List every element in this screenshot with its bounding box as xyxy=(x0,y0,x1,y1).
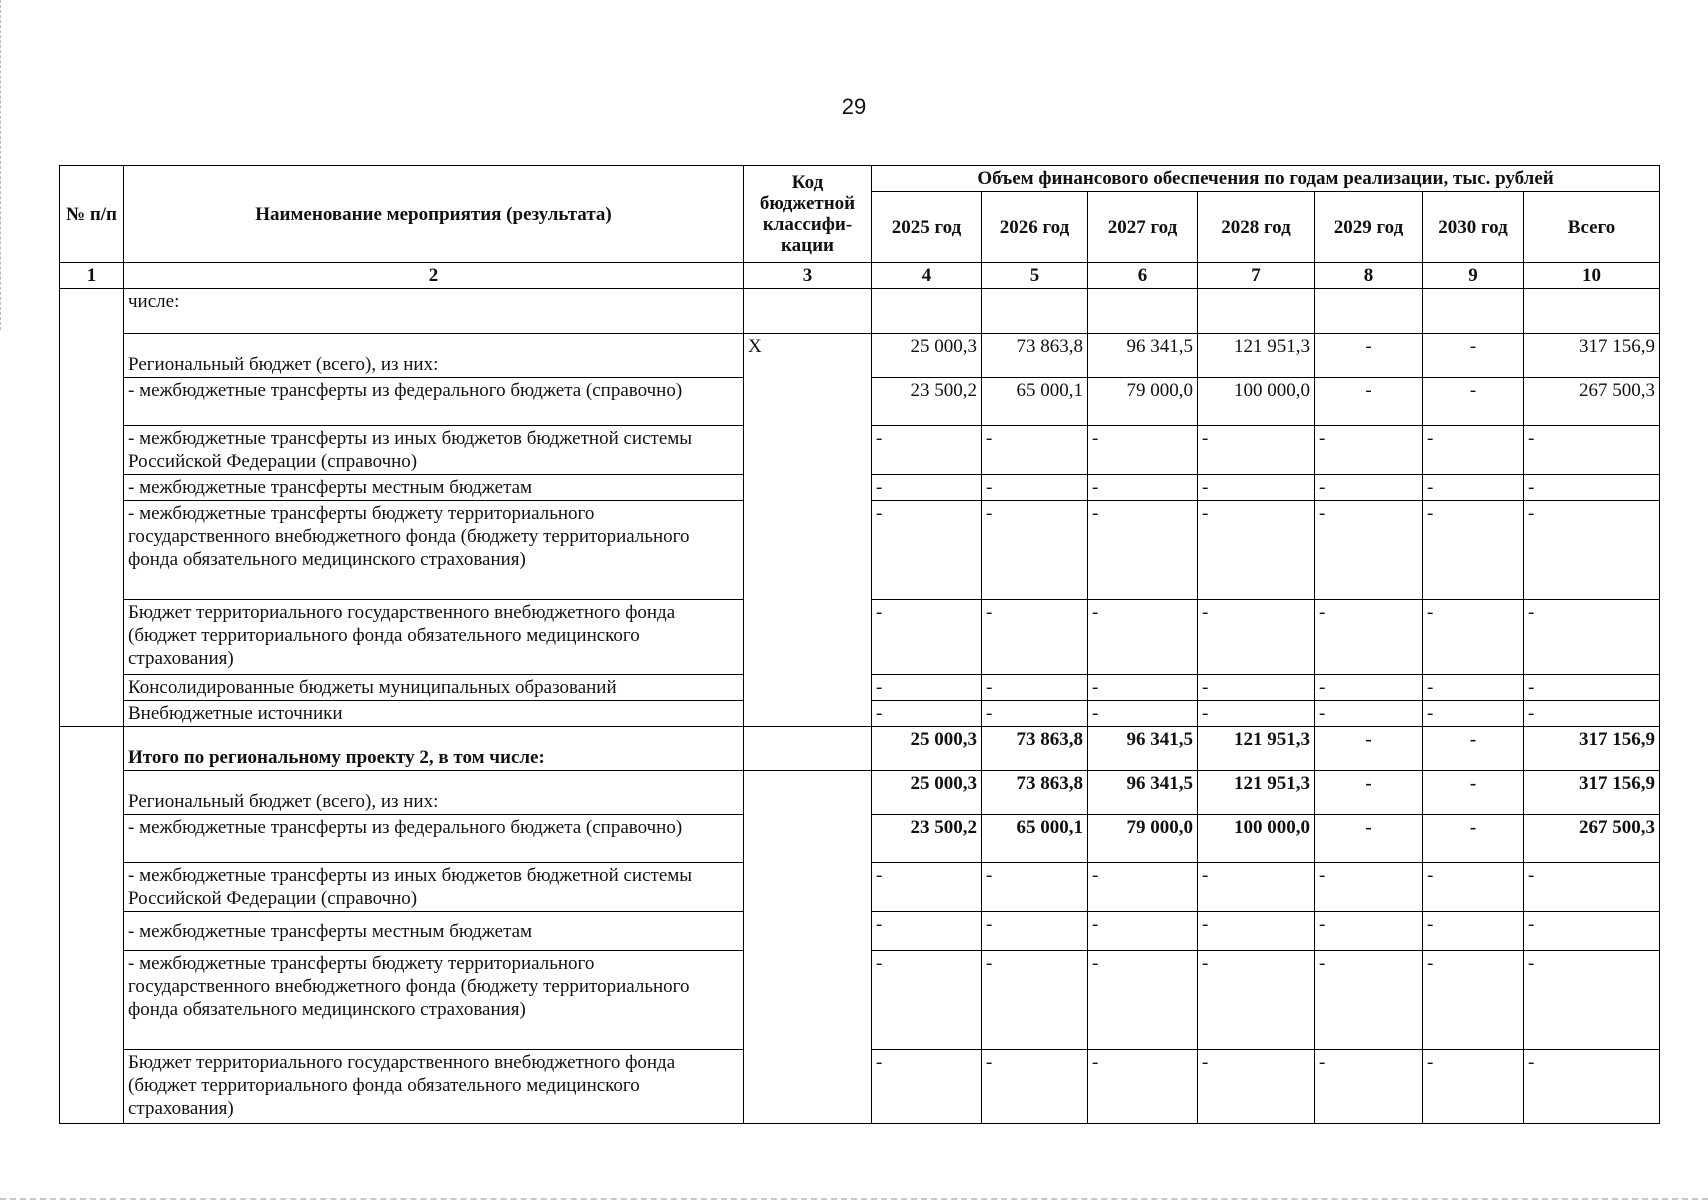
row-value: - xyxy=(982,501,1088,600)
row-value: - xyxy=(1315,701,1423,727)
row-value: - xyxy=(1423,475,1524,501)
row-value: - xyxy=(1315,912,1423,951)
row-value: 73 863,8 xyxy=(982,771,1088,815)
row-name: Консолидированные бюджеты муниципальных образований xyxy=(124,675,744,701)
row-code xyxy=(744,727,872,771)
table-row xyxy=(60,289,1660,334)
row-value: - xyxy=(1315,771,1423,815)
column-number: 9 xyxy=(1423,263,1524,289)
row-value: - xyxy=(1088,701,1198,727)
row-value: - xyxy=(1198,501,1315,600)
column-number: 8 xyxy=(1315,263,1423,289)
table-row xyxy=(60,771,1660,815)
row-name: - межбюджетные трансферты бюджету территориального государственного внебюджетного фонда (бюджету территориального фонда обязательного медицинского страхования) xyxy=(124,501,744,600)
row-value: 317 156,9 xyxy=(1524,334,1660,378)
row-value: - xyxy=(1423,863,1524,912)
row-value: - xyxy=(982,600,1088,675)
row-value: - xyxy=(872,426,982,475)
row-value: 121 951,3 xyxy=(1198,727,1315,771)
row-value: - xyxy=(1315,475,1423,501)
row-value: - xyxy=(982,951,1088,1050)
row-name: - межбюджетные трансферты из иных бюджетов бюджетной системы Российской Федерации (справочно) xyxy=(124,863,744,912)
row-name: Внебюджетные источники xyxy=(124,701,744,727)
row-value: - xyxy=(1524,863,1660,912)
row-value: - xyxy=(1423,600,1524,675)
row-value: - xyxy=(1198,1050,1315,1124)
column-number: 1 xyxy=(60,263,124,289)
row-name: Бюджет территориального государственного внебюджетного фонда (бюджет территориального фонда обязательного медицинского страхования) xyxy=(124,600,744,675)
row-value: 73 863,8 xyxy=(982,334,1088,378)
header-total: Всего xyxy=(1524,192,1660,263)
row-value: 100 000,0 xyxy=(1198,378,1315,426)
row-value: - xyxy=(982,426,1088,475)
row-value: - xyxy=(982,863,1088,912)
row-value xyxy=(1524,289,1660,334)
row-value: - xyxy=(1088,1050,1198,1124)
row-value xyxy=(1088,289,1198,334)
row-value: - xyxy=(872,951,982,1050)
row-value: 317 156,9 xyxy=(1524,727,1660,771)
row-code xyxy=(744,771,872,1124)
row-name: Итого по региональному проекту 2, в том числе: xyxy=(124,727,744,771)
row-value: 25 000,3 xyxy=(872,727,982,771)
row-value: - xyxy=(872,501,982,600)
row-value: - xyxy=(1088,426,1198,475)
row-name: - межбюджетные трансферты местным бюджетам xyxy=(124,475,744,501)
row-value: - xyxy=(872,600,982,675)
row-value: - xyxy=(1423,426,1524,475)
row-value: - xyxy=(1088,912,1198,951)
row-value: 79 000,0 xyxy=(1088,378,1198,426)
row-value: - xyxy=(1315,727,1423,771)
header-number: № п/п xyxy=(60,166,124,263)
row-value: 25 000,3 xyxy=(872,771,982,815)
row-value: - xyxy=(1315,815,1423,863)
row-value: - xyxy=(1315,1050,1423,1124)
table-row xyxy=(60,334,1660,378)
row-value: - xyxy=(1088,675,1198,701)
row-code xyxy=(744,289,872,334)
row-value: - xyxy=(1088,600,1198,675)
column-number: 4 xyxy=(872,263,982,289)
row-value: - xyxy=(872,1050,982,1124)
row-code: Х xyxy=(744,334,872,727)
row-value: - xyxy=(1423,727,1524,771)
row-value: - xyxy=(1423,675,1524,701)
row-name: числе: xyxy=(124,289,744,334)
row-value: - xyxy=(1524,475,1660,501)
row-value: 317 156,9 xyxy=(1524,771,1660,815)
row-value: - xyxy=(1315,675,1423,701)
column-number: 2 xyxy=(124,263,744,289)
row-name: Региональный бюджет (всего), из них: xyxy=(124,771,744,815)
row-value: - xyxy=(872,675,982,701)
header-year-2029: 2029 год xyxy=(1315,192,1423,263)
row-value: - xyxy=(982,701,1088,727)
row-value xyxy=(872,289,982,334)
row-value: - xyxy=(1315,378,1423,426)
page-number: 29 xyxy=(841,94,867,119)
row-value: 267 500,3 xyxy=(1524,815,1660,863)
row-value: 79 000,0 xyxy=(1088,815,1198,863)
row-value: - xyxy=(1315,600,1423,675)
row-number-cell xyxy=(60,289,124,727)
row-name: - межбюджетные трансферты бюджету территориального государственного внебюджетного фонда (бюджету территориального фонда обязательного медицинского страхования) xyxy=(124,951,744,1050)
row-value: - xyxy=(982,1050,1088,1124)
row-name: - межбюджетные трансферты из федерального бюджета (справочно) xyxy=(124,815,744,863)
row-number-cell xyxy=(60,727,124,1124)
row-value: 100 000,0 xyxy=(1198,815,1315,863)
row-value: - xyxy=(1423,815,1524,863)
row-value: - xyxy=(1198,912,1315,951)
row-value: 23 500,2 xyxy=(872,378,982,426)
row-value: - xyxy=(1524,951,1660,1050)
row-value: - xyxy=(1088,501,1198,600)
row-value: - xyxy=(1423,771,1524,815)
column-number: 6 xyxy=(1088,263,1198,289)
row-value: - xyxy=(1524,501,1660,600)
row-value: 96 341,5 xyxy=(1088,334,1198,378)
row-name: Бюджет территориального государственного внебюджетного фонда (бюджет территориального фонда обязательного медицинского страхования) xyxy=(124,1050,744,1124)
header-year-2025: 2025 год xyxy=(872,192,982,263)
row-value: 121 951,3 xyxy=(1198,334,1315,378)
row-value: - xyxy=(1198,675,1315,701)
row-value: - xyxy=(1315,863,1423,912)
row-value: - xyxy=(982,475,1088,501)
column-number: 5 xyxy=(982,263,1088,289)
row-value: - xyxy=(1198,475,1315,501)
row-value: 73 863,8 xyxy=(982,727,1088,771)
row-value: 96 341,5 xyxy=(1088,727,1198,771)
row-value: - xyxy=(1524,701,1660,727)
table-row-total xyxy=(60,727,1660,771)
row-value: - xyxy=(1423,501,1524,600)
row-value: - xyxy=(1088,951,1198,1050)
row-value: - xyxy=(1088,863,1198,912)
header-volume: Объем финансового обеспечения по годам реализации, тыс. рублей xyxy=(872,166,1660,192)
row-value: 23 500,2 xyxy=(872,815,982,863)
header-name: Наименование мероприятия (результата) xyxy=(124,166,744,263)
header-year-2027: 2027 год xyxy=(1088,192,1198,263)
row-value: - xyxy=(1524,426,1660,475)
row-value: - xyxy=(1198,701,1315,727)
column-number: 3 xyxy=(744,263,872,289)
row-value: - xyxy=(1088,475,1198,501)
row-name: - межбюджетные трансферты местным бюджетам xyxy=(124,912,744,951)
row-name: - межбюджетные трансферты из иных бюджетов бюджетной системы Российской Федерации (справочно) xyxy=(124,426,744,475)
row-value: 65 000,1 xyxy=(982,815,1088,863)
row-value: - xyxy=(1423,912,1524,951)
row-value: - xyxy=(1315,951,1423,1050)
row-value: 65 000,1 xyxy=(982,378,1088,426)
row-value: 25 000,3 xyxy=(872,334,982,378)
row-value: - xyxy=(1524,1050,1660,1124)
row-name: - межбюджетные трансферты из федерального бюджета (справочно) xyxy=(124,378,744,426)
row-value xyxy=(982,289,1088,334)
row-value: - xyxy=(1423,951,1524,1050)
column-number: 10 xyxy=(1524,263,1660,289)
header-year-2028: 2028 год xyxy=(1198,192,1315,263)
row-value: - xyxy=(1198,951,1315,1050)
budget-table xyxy=(59,165,1660,1124)
row-value: - xyxy=(872,912,982,951)
row-value: - xyxy=(982,675,1088,701)
row-name: Региональный бюджет (всего), из них: xyxy=(124,334,744,378)
row-value: - xyxy=(982,912,1088,951)
row-value: - xyxy=(1198,863,1315,912)
row-value: 96 341,5 xyxy=(1088,771,1198,815)
row-value: - xyxy=(1423,1050,1524,1124)
header-year-2030: 2030 год xyxy=(1423,192,1524,263)
row-value: 267 500,3 xyxy=(1524,378,1660,426)
row-value: 121 951,3 xyxy=(1198,771,1315,815)
row-value: - xyxy=(872,863,982,912)
row-value: - xyxy=(1524,675,1660,701)
row-value: - xyxy=(1315,334,1423,378)
row-value: - xyxy=(1315,426,1423,475)
row-value: - xyxy=(1315,501,1423,600)
column-number: 7 xyxy=(1198,263,1315,289)
row-value xyxy=(1198,289,1315,334)
row-value: - xyxy=(1423,701,1524,727)
row-value: - xyxy=(872,701,982,727)
row-value: - xyxy=(1524,912,1660,951)
header-code: Код бюджетной классифи-кации xyxy=(744,166,872,263)
row-value: - xyxy=(1423,334,1524,378)
row-value: - xyxy=(1198,426,1315,475)
row-value xyxy=(1423,289,1524,334)
row-value xyxy=(1315,289,1423,334)
row-value: - xyxy=(872,475,982,501)
header-year-2026: 2026 год xyxy=(982,192,1088,263)
scan-edge-left xyxy=(0,0,3,330)
row-value: - xyxy=(1423,378,1524,426)
row-value: - xyxy=(1524,600,1660,675)
row-value: - xyxy=(1198,600,1315,675)
